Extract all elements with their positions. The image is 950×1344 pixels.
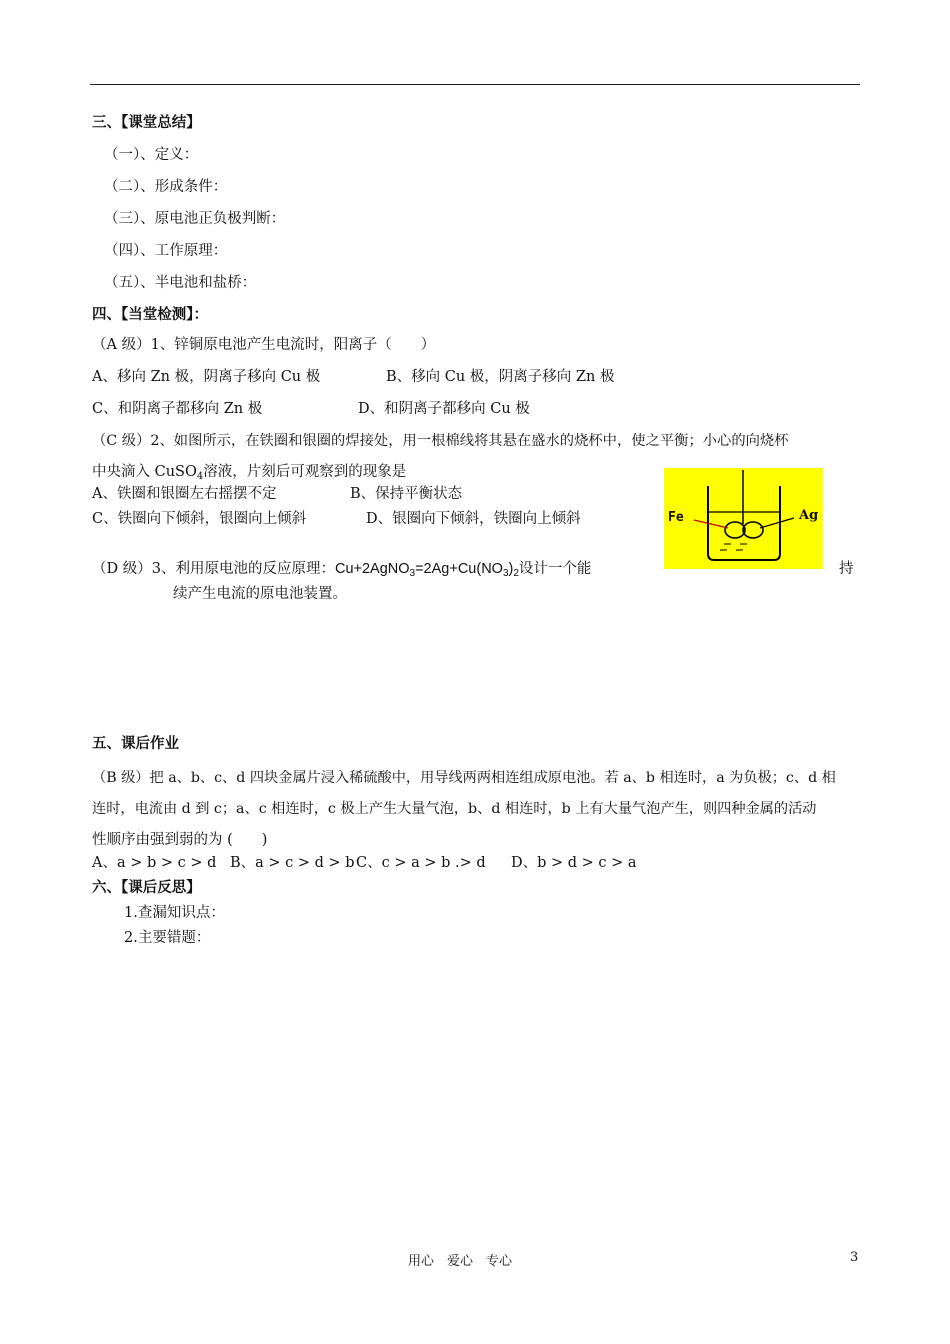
- summary-item-salt-bridge: （五）、半电池和盐桥：: [104, 275, 257, 291]
- q2-stem-line1: （C 级）2、如图所示，在铁圈和银圈的焊接处，用一根棉线将其悬在盛水的烧杯中，使之平衡；小心的向烧杯: [92, 433, 789, 449]
- q3-stem: （D 级）3、利用原电池的反应原理：$Cu+2AgNO_3=2Ag+Cu(NO_3)_2$设计一个能: [92, 561, 592, 579]
- section4-heading: 四、【当堂检测】：: [92, 307, 208, 323]
- homework-line3: 性顺序由强到弱的为 ( ): [92, 832, 268, 848]
- homework-line1: （B 级）把 a、b、c、d 四块金属片浸入稀硫酸中，用导线两两相连组成原电池。若 a、b 相连时，a 为负极；c、d 相: [92, 770, 836, 786]
- homework-line2: 连时，电流由 d 到 c；a、c 相连时，c 极上产生大量气泡，b、d 相连时，b 上有大量气泡产生，则四种金属的活动: [92, 801, 817, 817]
- q1-stem: （A 级）1、锌铜原电池产生电流时，阳离子（ ）: [92, 337, 436, 353]
- q1-option-b: B、移向 Cu 极，阴离子移向 Zn 极: [386, 369, 615, 385]
- summary-item-definition: （一）、定义：: [104, 147, 199, 163]
- summary-item-conditions: （二）、形成条件：: [104, 179, 228, 195]
- ag-label: Ag: [799, 508, 819, 523]
- q3-stem-line2: 续产生电流的原电池装置。: [173, 586, 347, 602]
- q2-stem-line2: 中央滴入 CuSO$_4$溶液，片刻后可观察到的现象是: [92, 464, 407, 482]
- summary-item-principle: （四）、工作原理：: [104, 243, 228, 259]
- summary-item-electrode-judgement: （三）、原电池正负极判断：: [104, 211, 286, 227]
- homework-option-d: D、b > d > c > a: [511, 855, 637, 871]
- q1-option-c: C、和阴离子都移向 Zn 极: [92, 401, 263, 417]
- q3-stem-tail: 持: [839, 561, 854, 577]
- reflection-item-knowledge: 1.查漏知识点：: [124, 905, 225, 921]
- q2-option-d: D、银圈向下倾斜，铁圈向上倾斜: [366, 511, 581, 527]
- homework-option-b: B、a > c > d > b: [230, 855, 355, 871]
- header-rule: [90, 84, 860, 85]
- q1-option-a: A、移向 Zn 极，阴离子移向 Cu 极: [92, 369, 321, 385]
- homework-option-c: C、c > a > b .> d: [356, 855, 486, 871]
- q1-option-d: D、和阴离子都移向 Cu 极: [358, 401, 530, 417]
- footer-motto: 用心 爱心 专心: [408, 1254, 513, 1269]
- fe-label: Fe: [668, 510, 684, 525]
- section5-heading: 五、课后作业: [92, 736, 179, 752]
- q2-option-a: A、铁圈和银圈左右摇摆不定: [92, 486, 277, 502]
- homework-option-a: A、a > b > c > d: [92, 855, 217, 871]
- beaker-figure: [664, 468, 823, 569]
- section6-heading: 六、【课后反思】: [92, 880, 201, 896]
- reflection-item-errors: 2.主要错题：: [124, 930, 211, 946]
- section3-heading: 三、【课堂总结】: [92, 115, 201, 131]
- q2-option-c: C、铁圈向下倾斜，银圈向上倾斜: [92, 511, 307, 527]
- page-number: 3: [850, 1250, 859, 1265]
- q2-option-b: B、保持平衡状态: [350, 486, 463, 502]
